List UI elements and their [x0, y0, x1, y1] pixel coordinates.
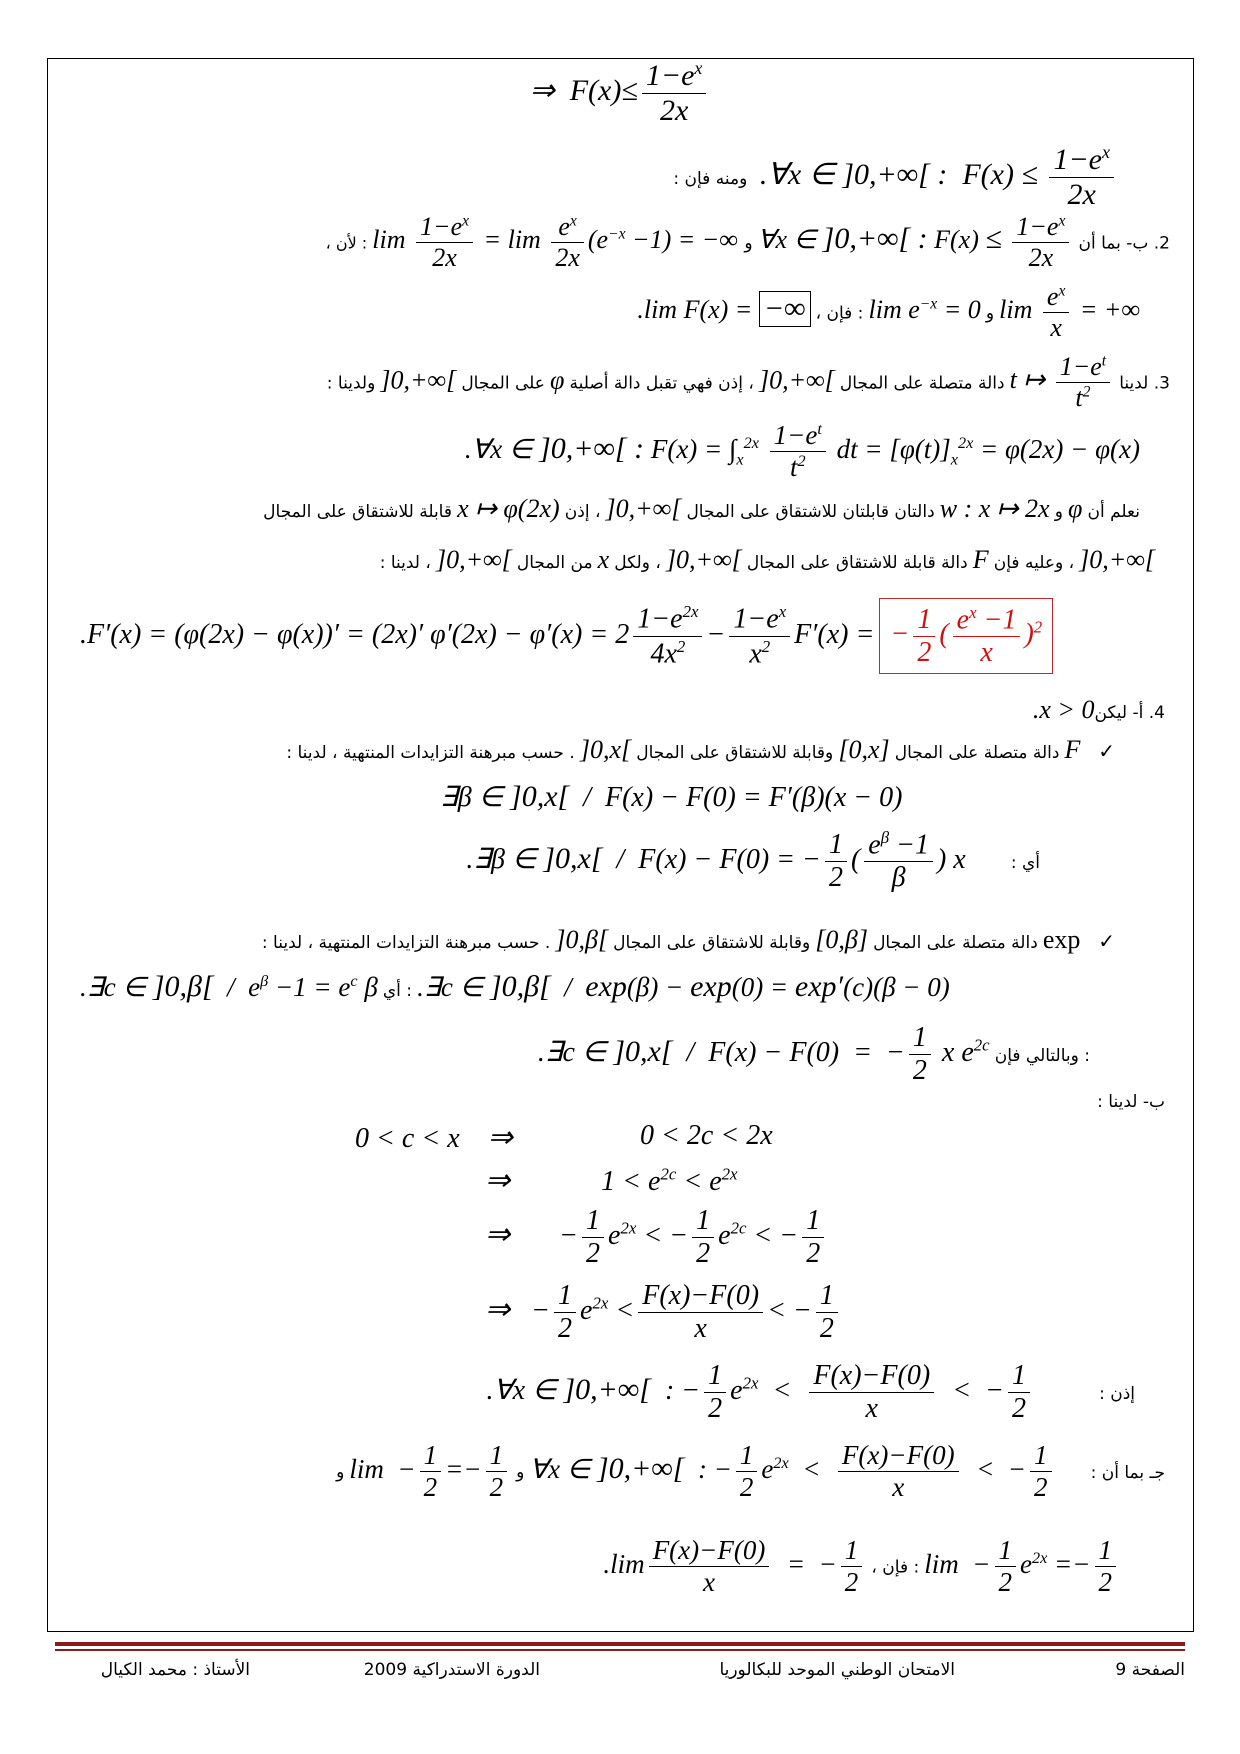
math-line-12: ∃β ∈ ]0,x[ / F(x) − F(0) = F′(β)(x − 0): [440, 780, 903, 813]
math-line-16: .∃c ∈ ]0,x[ / F(x) − F(0) = − $\frac{1}{2}$ x $e^{2c}$ : وبالتالي فإن: [537, 1022, 1090, 1086]
math-line-8: ، لدينا : ]0,+∞[ من المجال x ، ولكل ]0,+∞[ دالة قابلة للاشتقاق على المجال F ، وعليه فإن ]0,+∞[: [379, 545, 1155, 574]
math-line-21: ⇒ − $\frac{1}{2}$ $e^{2x}$ < $\frac{F(x)-F(0)}{x}$ < − $\frac{1}{2}$: [485, 1280, 842, 1345]
math-line-3: : لأن ، lim $\frac{1-e^x}{2x}$ = lim $\frac{e^x}{2x}$ $(e^{-x} -1)$ = −∞ و ∀x ∈ ]0,+∞[ : F(x) ≤ $\frac{1-e^x}{2x}$ 2. ب- بما أن: [325, 212, 1170, 272]
math-line-20: ⇒ − $\frac{1}{2}$ $e^{2x}$ < − $\frac{1}{2}$ $e^{2c}$ < − $\frac{1}{2}$: [485, 1205, 828, 1270]
math-line-22: .∀x ∈ ]0,+∞[ : − $\frac{1}{2}$ $e^{2x}$ < $\frac{F(x)-F(0)}{x}$ < − $\frac{1}{2}$ إذن :: [486, 1360, 1135, 1424]
footer-teacher: الأستاذ : محمد الكيال: [100, 1660, 250, 1680]
math-line-23: و lim − $\frac{1}{2}$ =− $\frac{1}{2}$ و ∀x ∈ ]0,+∞[ : − $\frac{1}{2}$ $e^{2x}$ < $\frac{F(x)-F(0)}{x}$ < − $\frac{1}{2}$ جـ بما أن :: [336, 1440, 1165, 1502]
math-line-10: .x > 04. أ- ليكن: [1032, 695, 1165, 724]
math-line-18: 0 < c < x ⇒: [355, 1121, 513, 1154]
math-line-13: .∃β ∈ ]0,x[ / F(x) − F(0) = − $\frac{1}{2}$ ( $\frac{e^\beta -1}{\beta}$ ) x أي :: [466, 828, 1040, 894]
arabic-text: 2. ب- بما أن: [1078, 233, 1170, 254]
math-line-11: . حسب مبرهنة التزايدات المنتهية ، لدينا : ]0,x[ وقابلة للاشتقاق على المجال [0,x] دالة متصلة على المجال F ✓: [286, 735, 1115, 764]
math-line-9: .F′(x) = (φ(2x) − φ(x))′ = (2x)′ φ′(2x) − φ′(x) = 2 $\frac{1-e^{2x}}{4x^2}$ − $\frac{1-e^x}{x^2}$ F′(x) = − $\frac{1}{2}$ ( $\frac{e^x -1}{x}$ )$^2$: [80, 598, 1053, 674]
math-line-17: [1097, 1092, 1165, 1112]
math-line-19: ⇒ $1 < e^{2c} < e^{2x}$: [485, 1164, 738, 1197]
math-line-5: ولدينا : ]0,+∞[ على المجال φ ، إذن فهي تقبل دالة أصلية ]0,+∞[ دالة متصلة على المجال t ↦ $\frac{1-e^t}{t^2}$ 3. لدينا: [326, 352, 1170, 412]
math-line-4: .lim F(x) = −∞ : فإن ، $\lim e^{-x} = 0$ و lim $\frac{e^x}{x}$ = +∞: [637, 282, 1140, 342]
arabic-text: ومنه فإن :: [673, 168, 748, 189]
math-line-6: .∀x ∈ ]0,+∞[ : $F(x) = \int_x^{2x}$ $\frac{1-e^t}{t^2}$ dt = $[\varphi(t)]_x^{2x} = \varphi(2x) - \varphi(x)$: [464, 420, 1140, 482]
math-line-2: ومنه فإن : .∀x ∈ ]0,+∞[ : F(x) ≤ $\frac{1-e^x}{2x}$: [673, 142, 1130, 212]
math-line-18b: 0 < 2c < 2x: [640, 1120, 773, 1151]
footer-rule-thin: [55, 1649, 1185, 1651]
arabic-text: ب- لدينا :: [1097, 1092, 1165, 1112]
math-line-14: . حسب مبرهنة التزايدات المنتهية ، لدينا : ]0,β[ وقابلة للاشتقاق على المجال [0,β] دالة متصلة على المجال exp ✓: [261, 925, 1115, 954]
math-line-24: .lim $\frac{F(x)-F(0)}{x}$ = − $\frac{1}{2}$ : فإن ، lim − $\frac{1}{2}$ $e^{2x}$ =− $\frac{1}{2}$: [520, 1535, 1120, 1598]
result-box: − $\frac{1}{2}$ ( $\frac{e^x -1}{x}$ )$^2$: [879, 598, 1053, 674]
footer-session: الدورة الاستدراكية 2009: [363, 1660, 540, 1680]
footer-rule: [55, 1642, 1185, 1646]
math-line-7: قابلة للاشتقاق على المجال x ↦ φ(2x) ، إذن ]0,+∞[ دالتان قابلتان للاشتقاق على المجال w : x ↦ 2x و φ نعلم أن: [263, 494, 1140, 523]
math-line-15: .∃c ∈ ]$0,\beta[ / e^\beta -1 = e^c$ β : أي .∃c ∈ ]0,β[ / exp(β) − exp(0) = exp′(c)(β − 0): [80, 970, 950, 1003]
footer-exam-title: الامتحان الوطني الموحد للبكالوريا: [719, 1660, 955, 1680]
math-line-1: ⇒ F(x)≤ $\frac{1-e^x}{2x}$: [0, 58, 1240, 128]
footer-page-number: الصفحة 9: [1115, 1660, 1185, 1680]
